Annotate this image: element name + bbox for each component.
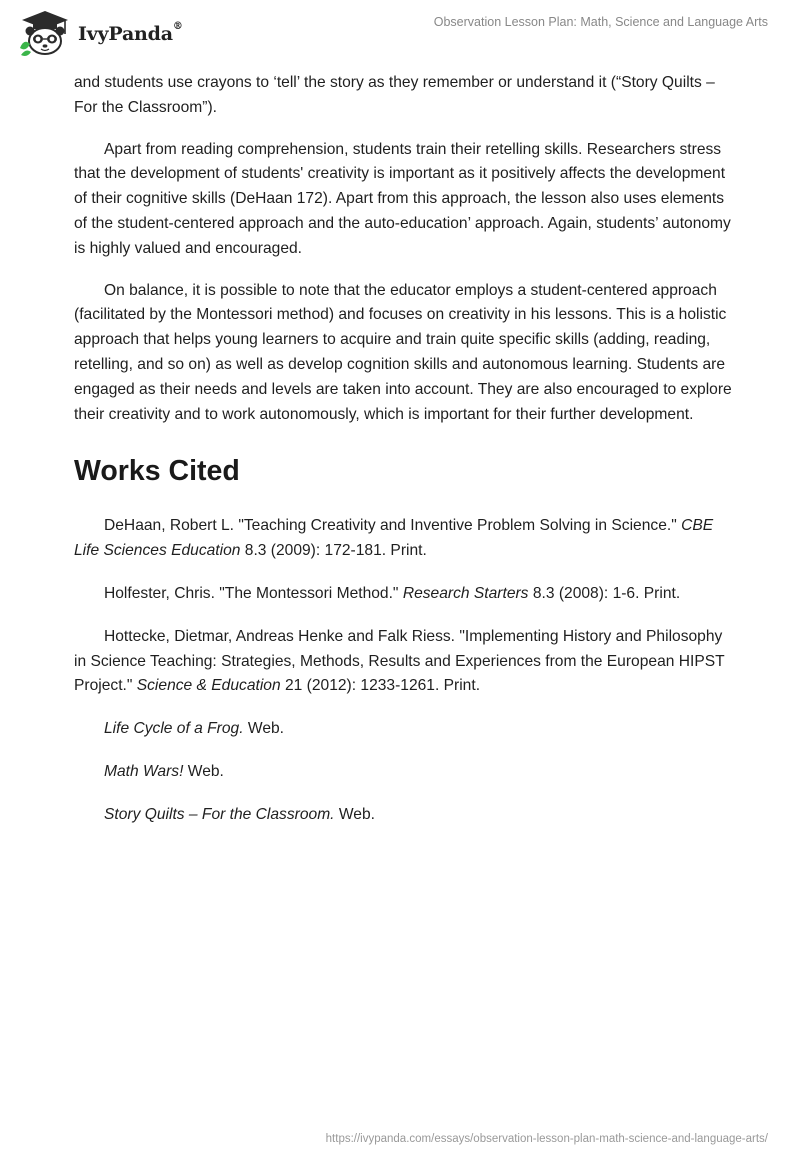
brand-name: IvyPanda® — [78, 21, 183, 45]
panda-graduate-icon — [16, 8, 74, 58]
citation-entry: DeHaan, Robert L. "Teaching Creativity and Inventive Problem Solving in Science." CBE Life Sciences Education 8.3 (2009): 172-181. Print. — [74, 517, 714, 560]
page-url[interactable]: https://ivypanda.com/essays/observation-lesson-plan-math-science-and-language-arts/ — [325, 1133, 768, 1145]
paragraph: Apart from reading comprehension, students train their retelling skills. Researchers stress that the development of students' creativity is important as it positively affects the development of their cognitive skills (DeHaan 172). Apart from this approach, the lesson also uses elements of the student-centered approach and the auto-education’ approach. Again, students’ autonomy is highly valued and encouraged. — [74, 140, 731, 257]
ivypanda-logo[interactable] — [16, 8, 183, 58]
citation-entry: Story Quilts – For the Classroom. Web. — [104, 805, 375, 823]
essay-content — [74, 71, 734, 846]
citation-entry: Hottecke, Dietmar, Andreas Henke and Falk Riess. "Implementing History and Philosophy in Science Teaching: Strategies, Methods, Results and Experiences from the European HIPST Project." Science & Education 21 (2012): 1233-1261. Print. — [74, 627, 725, 695]
page-header — [0, 0, 800, 70]
works-cited-heading: Works Cited — [74, 455, 240, 488]
citation-entry: Holfester, Chris. "The Montessori Method." Research Starters 8.3 (2008): 1-6. Print. — [104, 584, 681, 602]
paragraph: On balance, it is possible to note that the educator employs a student-centered approach (facilitated by the Montessori method) and focuses on creativity in his lessons. This is a holistic approach that helps young learners to acquire and train quite specific skills (adding, reading, retelling, and so on) as well as develop cognition skills and autonomous learning. Students are engaged as their needs and levels are taken into account. They are also encouraged to explore their creativity and to work autonomously, which is important for their further development. — [74, 281, 732, 423]
document-title: Observation Lesson Plan: Math, Science and Language Arts — [433, 15, 768, 29]
paragraph: and students use crayons to ‘tell’ the story as they remember or understand it (“Story Quilts – For the Classroom”). — [74, 74, 715, 116]
citation-entry: Math Wars! Web. — [104, 762, 224, 780]
citation-entry: Life Cycle of a Frog. Web. — [104, 720, 284, 738]
